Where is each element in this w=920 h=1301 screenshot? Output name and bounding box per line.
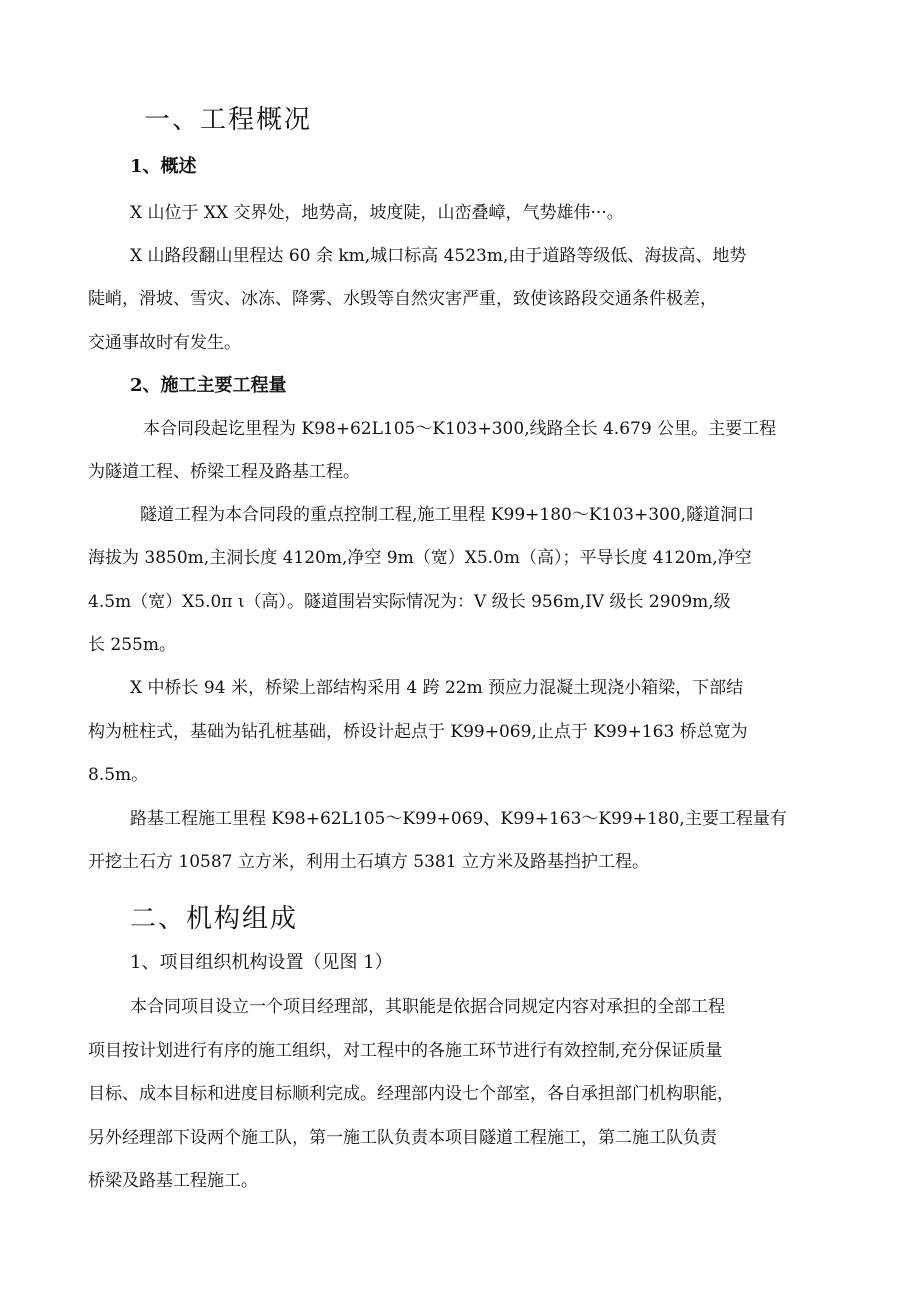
section-2-heading: 二、机构组成 xyxy=(130,904,299,934)
paragraph-line: 构为桩柱式，基础为钻孔桩基础，桥设计起点于 K99+069,止点于 K99+163 桥总宽为 xyxy=(88,722,748,742)
paragraph-line: 开挖土石方 10587 立方米，利用土石填方 5381 立方米及路基挡护工程。 xyxy=(88,852,649,872)
paragraph-line: 陡峭，滑坡、雪灾、冰冻、降雾、水毁等自然灾害严重，致使该路段交通条件极差， xyxy=(88,289,717,309)
subsection-1-1-heading: 1、概述 xyxy=(130,156,197,177)
subsection-1-2-heading: 2、施工主要工程量 xyxy=(130,375,287,396)
paragraph-line: X 中桥长 94 米，桥梁上部结构采用 4 跨 22m 预应力混凝土现浇小箱梁，下部结 xyxy=(130,678,744,698)
paragraph-line: 8.5m。 xyxy=(88,765,149,785)
paragraph-line: 交通事故时有发生。 xyxy=(88,333,241,353)
section-1-heading: 一、工程概况 xyxy=(144,105,313,135)
paragraph-line: 为隧道工程、桥梁工程及路基工程。 xyxy=(88,462,360,482)
paragraph-line: 长 255m。 xyxy=(88,635,176,655)
paragraph-line: 项目按计划进行有序的施工组织，对工程中的各施工环节进行有效控制,充分保证质量 xyxy=(88,1041,723,1061)
paragraph-line: 本合同段起讫里程为 K98+62L105～K103+300,线路全长 4.679 公里。主要工程 xyxy=(143,419,777,439)
subsection-2-1-heading: 1、项目组织机构设置（见图 1） xyxy=(130,952,393,973)
paragraph-line: 另外经理部下设两个施工队，第一施工队负责本项目隧道工程施工，第二施工队负责 xyxy=(88,1128,717,1148)
paragraph-line: 桥梁及路基工程施工。 xyxy=(88,1171,258,1191)
paragraph-line: 隧道工程为本合同段的重点控制工程,施工里程 K99+180～K103+300,隧道洞口 xyxy=(140,505,755,525)
paragraph-line: X 山位于 XX 交界处，地势高，坡度陡，山峦叠嶂，气势雄伟···。 xyxy=(130,203,624,223)
paragraph-line: 海拔为 3850m,主洞长度 4120m,净空 9m（宽）X5.0m（高）；平导长度 4120m,净空 xyxy=(88,548,752,568)
paragraph-line: X 山路段翻山里程达 60 余 km,城口标高 4523m,由于道路等级低、海拔高、地势 xyxy=(130,246,747,266)
paragraph-line: 目标、成本目标和进度目标顺利完成。经理部内设七个部室，各自承担部门机构职能， xyxy=(88,1084,734,1104)
paragraph-line: 本合同项目设立一个项目经理部，其职能是依据合同规定内容对承担的全部工程 xyxy=(130,997,725,1017)
paragraph-line: 路基工程施工里程 K98+62L105～K99+069、K99+163～K99+180,主要工程量有 xyxy=(130,809,787,829)
paragraph-line: 4.5m（宽）X5.0π ι（高）。隧道围岩实际情况为：V 级长 956m,IV 级长 2909m,级 xyxy=(88,592,731,612)
